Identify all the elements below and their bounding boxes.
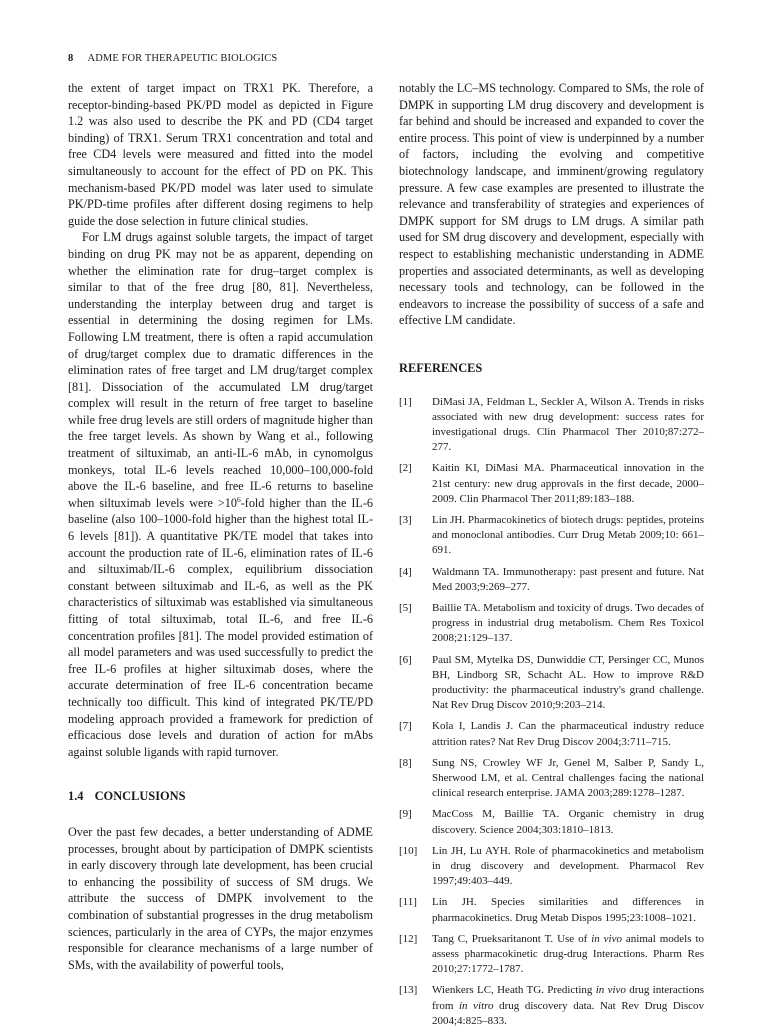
reference-item: [ 5 ] Baillie TA. Metabolism and toxicity of drugs. Two decades of progress in industrial drug metabolism. Chem Res Toxicol 2008;21:129–137. (399, 601, 704, 647)
reference-number: [ 7 ] (399, 719, 427, 734)
reference-number: [ 2 ] (399, 461, 427, 476)
reference-item: [ 4 ] Waldmann TA. Immunotherapy: past present and future. Nat Med 2003;9:269–277. (399, 565, 704, 595)
section-number: 1.4 (68, 789, 84, 804)
reference-number: [ 1 ] (399, 395, 427, 410)
reference-item: [ 6 ] Paul SM, Mytelka DS, Dunwiddie CT, Persinger CC, Munos BH, Lindborg SR, Schacht AL. How to improve R&D productivity: the pharmaceutical industry's grand challenge. Nat Rev Drug Discov 2010;9:203–214. (399, 653, 704, 714)
reference-number: [ 5 ] (399, 601, 427, 616)
reference-item: [ 7 ] Kola I, Landis J. Can the pharmaceutical industry reduce attrition rates? Nat Rev Drug Discov 2004;3:711–715. (399, 719, 704, 749)
reference-list (399, 395, 704, 1030)
page-number: 8 (68, 53, 74, 64)
right-column (399, 80, 704, 1035)
reference-number: [ 6 ] (399, 653, 427, 668)
reference-item: [ 13 ] Wienkers LC, Heath TG. Predicting in vivo drug interactions from in vitro drug discovery data. Nat Rev Drug Discov 2004;4:825–833. (399, 983, 704, 1029)
body-paragraph: the extent of target impact on TRX1 PK. Therefore, a receptor-binding-based PK/PD model as depicted in Figure 1.2 was also used to describe the PK and PD (CD4 target binding) of TRX1. Serum TRX1 concentration and total and free CD4 levels were measured and fitted into the model simultaneously to account for the effect of PD on PK. This mechanism-based PK/PD model was later used to simulate PK/PD-time profiles after different dosing regimens to help guide the dose selection in future clinical studies. (68, 81, 373, 228)
section-heading (68, 788, 373, 805)
running-header (68, 53, 277, 64)
reference-item: [ 8 ] Sung NS, Crowley WF Jr, Genel M, Salber P, Sandy L, Sherwood LM, et al. Central challenges facing the national clinical research enterprise. JAMA 2003;289:1278–1287. (399, 756, 704, 802)
reference-item: [ 11 ] Lin JH. Species similarities and differences in pharmacokinetics. Drug Metab Dispos 1995;23:1008–1021. (399, 895, 704, 925)
body-paragraph: notably the LC–MS technology. Compared to SMs, the role of DMPK in supporting LM drug discovery and development is far behind and should be increased and expanded to cover the entire process. This point of view is underpinned by a number of factors, including the evolving and competitive biotechnology landscape, and imminent/growing regulatory pressure. A few case examples are presented to illustrate the relevance and transferability of strategies and experiences of DMPK support for SM drugs to LM drugs. A similar path used for SM drug discovery and development, especially with respect to establishing mechanistic understanding in ADME properties and associated determinants, as well as developing necessary tools and technology, can be followed in the endeavors to increase the possibility of success of a safe and effective LM candidate. (399, 81, 704, 328)
reference-number: [ 10 ] (399, 844, 427, 859)
reference-item: [ 2 ] Kaitin KI, DiMasi MA. Pharmaceutical innovation in the 21st century: new drug approvals in the first decade, 2000–2009. Clin Pharmacol Ther 2011;89:183–188. (399, 461, 704, 507)
italic-term: in vivo (595, 984, 626, 997)
reference-number: [ 13 ] (399, 983, 427, 998)
reference-number: [ 4 ] (399, 565, 427, 580)
references-heading: REFERENCES (399, 360, 483, 375)
reference-item: [ 10 ] Lin JH, Lu AYH. Role of pharmacokinetics and metabolism in drug discovery and development. Pharmacol Rev 1997;49:403–449. (399, 844, 704, 890)
section-title: CONCLUSIONS (94, 789, 186, 804)
reference-number: [ 12 ] (399, 932, 427, 947)
reference-item: [ 12 ] Tang C, Prueksaritanont T. Use of in vivo animal models to assess pharmacokinetic drug-drug Interactions. Pharm Res 2010;27:1772–1787. (399, 932, 704, 978)
reference-number: [ 9 ] (399, 807, 427, 822)
body-paragraph: For LM drugs against soluble targets, the impact of target binding on drug PK may not be as apparent, depending on whether the elimination rate for drug–target complex is similar to that of the free drug [80, 81]. Nevertheless, understanding the interplay between drug and target is essential in determining the dosing regimen for LMs. Following LM treatment, there is often a rapid accumulation of drug/target complex due to dramatic differences in the elimination rates of free target and LM drug/target complex [81]. Dissociation of the accumulated LM drug/target complex will result in the return of free target to baseline while free drug levels are still orders of magnitude higher than the free target levels. As shown by Wang et al., following treatment of siltuximab, an anti-IL-6 mAb, in cynomolgus monkeys, total IL-6 levels reached 10,000–100,000-fold above the IL-6 baseline, and free IL-6 returns to baseline when siltuximab levels were $>10^6$-fold higher than the IL-6 baseline (also 100–1000-fold higher than the highest total IL-6 levels [81]). A quantitative PK/TE model that takes into account the production rate of IL-6, elimination rates of IL-6 and siltuximab/IL-6 complex, equilibrium dissociation constant between siltuximab and IL-6, as well as the PK characteristics of siltuximab was established via simultaneous fitting of total siltuximab, total IL-6, and free IL-6 concentration profiles [81]. The model provided estimation of all model parameters and was used successfully to predict the free IL-6 profiles at higher siltuximab doses, where the accurate determination of free IL-6 concentration became technically too difficult. This kind of integrated PK/TE/PD modeling approach provided a framework for prediction of efficacious dose levels and duration of action for mAbs against soluble ligands with rapid turnover. (68, 230, 373, 759)
superscript-exponent: 6 (236, 494, 241, 504)
body-paragraph: Over the past few decades, a better understanding of ADME processes, brought about by participation of DMPK scientists in early discovery through late development, has been crucial to enhancing the possibility of success of SM drugs. We attribute the success of DMPK involvement to the combination of substantial progresses in the drug metabolism sciences, particularly in the area of CYPs, the major enzymes responsible for clearance mechanisms of a large number of SMs, with the availability of powerful tools, (68, 824, 373, 972)
left-column (68, 80, 373, 973)
italic-term: in vivo (591, 932, 622, 945)
reference-item: [ 9 ] MacCoss M, Baillie TA. Organic chemistry in drug discovery. Science 2004;303:1810–1813. (399, 807, 704, 837)
running-title: ADME FOR THERAPEUTIC BIOLOGICS (87, 53, 278, 64)
reference-item: [ 1 ] DiMasi JA, Feldman L, Seckler A, Wilson A. Trends in risks associated with new drug development: success rates for investigational drugs. Clin Pharmacol Ther 2010;87:272–277. (399, 395, 704, 456)
reference-item: [ 3 ] Lin JH. Pharmacokinetics of biotech drugs: peptides, proteins and monoclonal antibodies. Curr Drug Metab 2009;10: 661–691. (399, 513, 704, 559)
reference-number: [ 3 ] (399, 513, 427, 528)
italic-term: in vitro (458, 999, 494, 1012)
reference-number: [ 11 ] (399, 895, 427, 910)
reference-number: [ 8 ] (399, 756, 427, 771)
